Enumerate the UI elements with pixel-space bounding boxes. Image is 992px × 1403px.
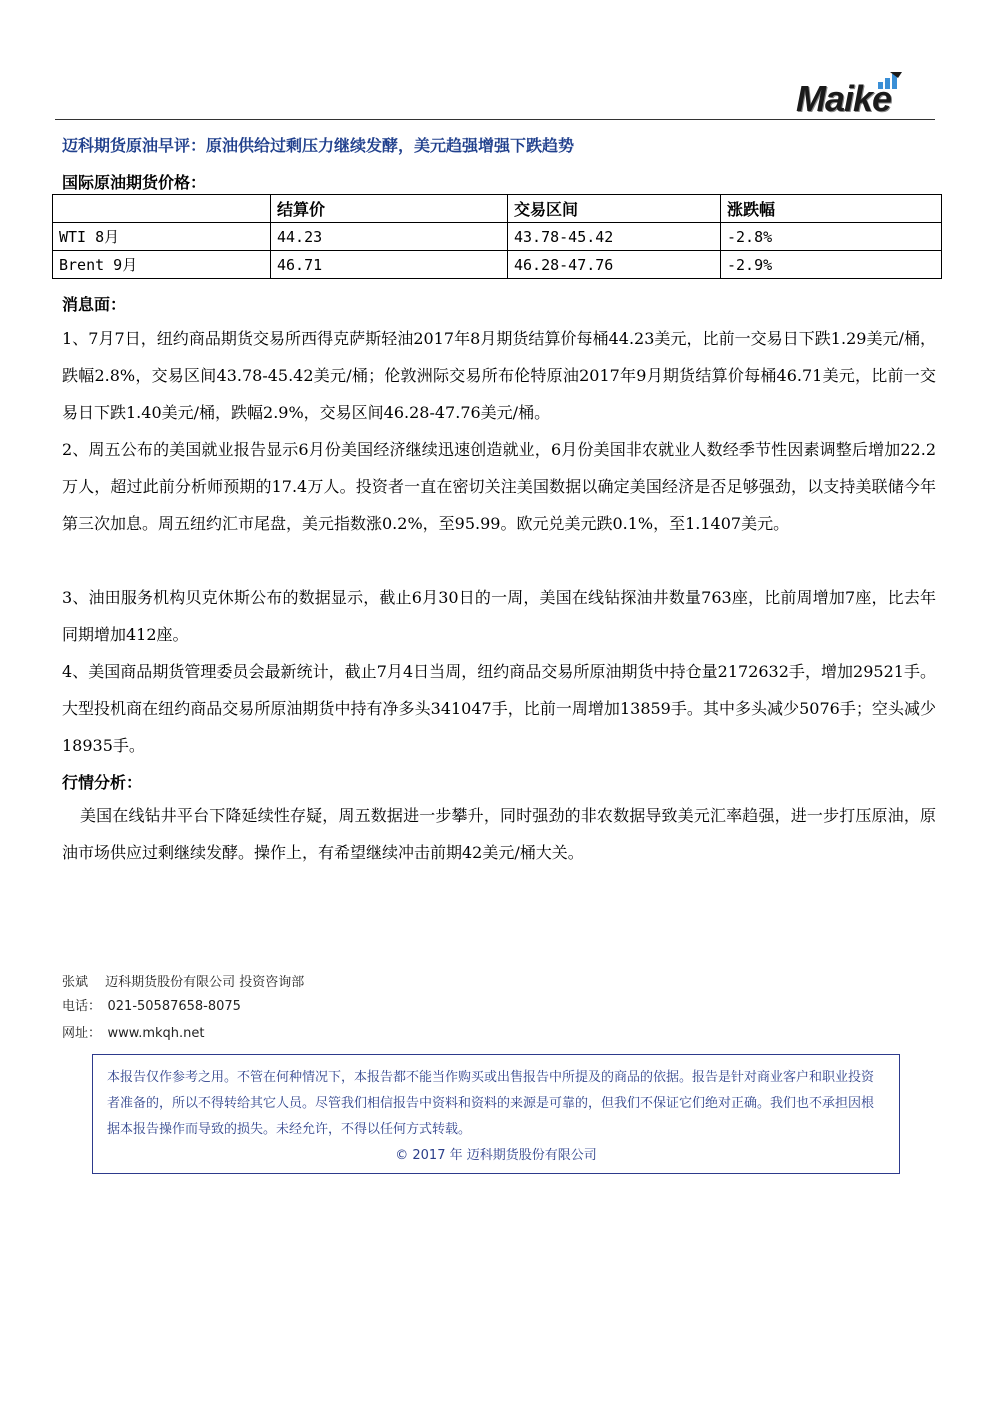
table-cell: 44.23 bbox=[271, 223, 508, 251]
table-cell: Brent 9月 bbox=[53, 251, 271, 279]
table-cell: -2.8% bbox=[721, 223, 942, 251]
author-line: 张斌 迈科期货股份有限公司 投资咨询部 bbox=[62, 975, 305, 990]
price-section-heading: 国际原油期货价格： bbox=[62, 173, 207, 192]
phone-line: 电话： 021-50587658-8075 bbox=[62, 999, 241, 1014]
table-header-cell bbox=[53, 195, 271, 223]
news-item-1: 1、7月7日，纽约商品期货交易所西得克萨斯轻油2017年8月期货结算价每桶44.23美元，比前一交易日下跌1.29美元/桶，跌幅2.8%，交易区间43.78-45.42美元/桶；伦敦洲际交易所布伦特原油2017年9月期货结算价每桶46.71美元，比前一交易日下跌1.40美元/桶，跌幅2.9%，交易区间46.28-47.76美元/桶。 bbox=[62, 329, 936, 422]
company-logo bbox=[790, 70, 940, 120]
disclaimer-text: 本报告仅作参考之用。不管在何种情况下，本报告都不能当作购买或出售报告中所提及的商品的依据。报告是针对商业客户和职业投资者准备的，所以不得转给其它人员。尽管我们相信报告中资料和资料的来源是可靠的，但我们不保证它们绝对正确。我们也不承担因根据本报告操作而导致的损失。未经允许，不得以任何方式转载。 bbox=[107, 1070, 875, 1137]
table-cell: 46.71 bbox=[271, 251, 508, 279]
table-cell: -2.9% bbox=[721, 251, 942, 279]
table-header-cell: 涨跌幅 bbox=[721, 195, 942, 223]
table-header-row bbox=[53, 195, 942, 223]
website-line: 网址： www.mkqh.net bbox=[62, 1026, 205, 1041]
table-header-cell: 交易区间 bbox=[508, 195, 721, 223]
table-cell: 46.28-47.76 bbox=[508, 251, 721, 279]
news-item-2: 2、周五公布的美国就业报告显示6月份美国经济继续迅速创造就业，6月份美国非农就业人数经季节性因素调整后增加22.2万人，超过此前分析师预期的17.4万人。投资者一直在密切关注美国数据以确定美国经济是否足够强劲，以支持美联储今年第三次加息。周五纽约汇市尾盘，美元指数涨0.2%，至95.99。欧元兑美元跌0.1%，至1.1407美元。 bbox=[62, 440, 936, 533]
news-item-3: 3、油田服务机构贝克休斯公布的数据显示，截止6月30日的一周，美国在线钻探油井数量763座，比前周增加7座，比去年同期增加412座。 bbox=[62, 588, 936, 644]
table-row bbox=[53, 251, 942, 279]
table-cell: 43.78-45.42 bbox=[508, 223, 721, 251]
disclaimer-box bbox=[92, 1054, 900, 1174]
news-section-heading: 消息面： bbox=[62, 295, 127, 314]
table-cell: WTI 8月 bbox=[53, 223, 271, 251]
price-table bbox=[52, 194, 942, 279]
header-divider bbox=[55, 119, 935, 120]
report-title: 迈科期货原油早评：原油供给过剩压力继续发酵，美元趋强增强下跌趋势 bbox=[62, 136, 575, 155]
news-item-4: 4、美国商品期货管理委员会最新统计，截止7月4日当周，纽约商品交易所原油期货中持仓量2172632手，增加29521手。大型投机商在纽约商品交易所原油期货中持有净多头341047手，比前一周增加13859手。其中多头减少5076手；空头减少18935手。 bbox=[62, 662, 936, 755]
analysis-text: 美国在线钻井平台下降延续性存疑，周五数据进一步攀升，同时强劲的非农数据导致美元汇率趋强，进一步打压原油，原油市场供应过剩继续发酵。操作上，有希望继续冲击前期42美元/桶大关。 bbox=[62, 806, 936, 862]
table-row bbox=[53, 223, 942, 251]
copyright-line: © 2017 年 迈科期货股份有限公司 bbox=[395, 1148, 597, 1163]
logo-wordmark: Maike bbox=[796, 78, 892, 119]
analysis-section-heading: 行情分析： bbox=[62, 773, 143, 792]
table-header-cell: 结算价 bbox=[271, 195, 508, 223]
